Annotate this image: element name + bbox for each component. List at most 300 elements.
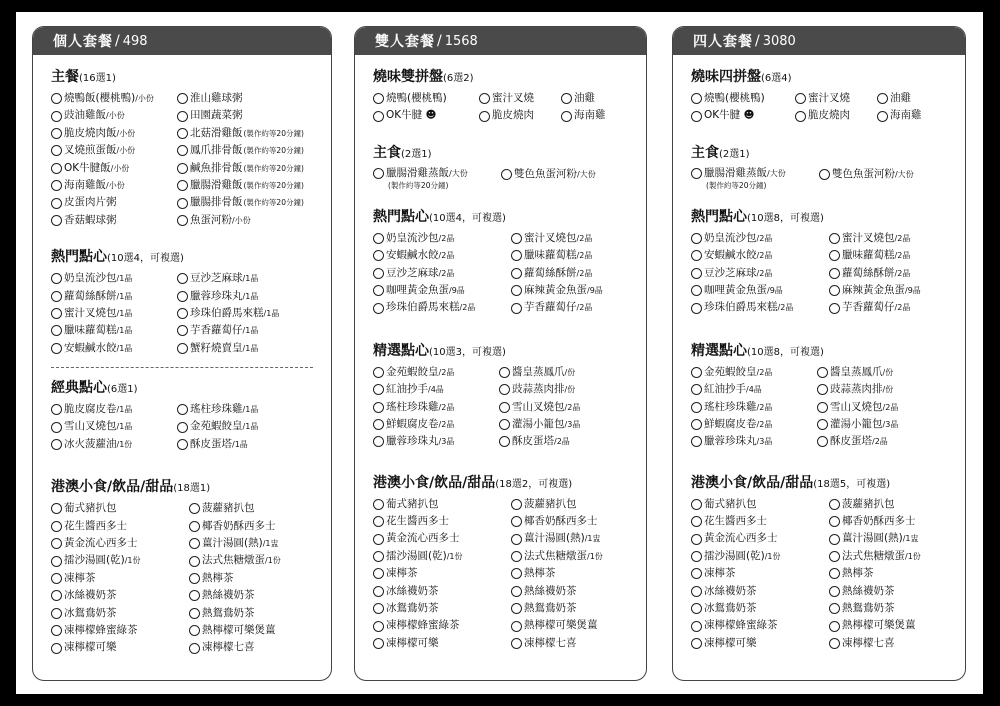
radio-circle-icon[interactable] (829, 534, 840, 545)
radio-circle-icon[interactable] (51, 273, 62, 284)
radio-circle-icon[interactable] (561, 93, 572, 104)
radio-circle-icon[interactable] (373, 250, 384, 261)
menu-option[interactable] (51, 570, 189, 587)
menu-option[interactable] (189, 552, 319, 569)
menu-option[interactable] (373, 548, 511, 565)
menu-option[interactable] (691, 617, 829, 634)
radio-circle-icon[interactable] (373, 436, 384, 447)
radio-circle-icon[interactable] (817, 367, 828, 378)
radio-circle-icon[interactable] (177, 343, 188, 354)
radio-circle-icon[interactable] (691, 285, 702, 296)
radio-circle-icon[interactable] (189, 573, 200, 584)
menu-option[interactable] (877, 90, 959, 107)
radio-circle-icon[interactable] (177, 163, 188, 174)
menu-option[interactable] (829, 265, 959, 282)
radio-circle-icon[interactable] (373, 516, 384, 527)
menu-option[interactable] (177, 212, 317, 229)
option-text (202, 570, 234, 587)
menu-option[interactable] (795, 107, 877, 124)
menu-option[interactable] (189, 570, 319, 587)
menu-option[interactable] (829, 247, 959, 264)
menu-option[interactable] (51, 142, 177, 159)
radio-circle-icon[interactable] (51, 590, 62, 601)
radio-circle-icon[interactable] (691, 516, 702, 527)
menu-option[interactable] (829, 565, 959, 582)
option-text (386, 617, 460, 634)
menu-option[interactable] (51, 622, 189, 639)
menu-option[interactable] (829, 530, 959, 547)
radio-circle-icon[interactable] (561, 111, 572, 122)
menu-option[interactable] (373, 433, 499, 450)
radio-circle-icon[interactable] (177, 404, 188, 415)
radio-circle-icon[interactable] (499, 384, 510, 395)
radio-circle-icon[interactable] (51, 291, 62, 302)
radio-circle-icon[interactable] (373, 111, 384, 122)
menu-option[interactable] (51, 500, 189, 517)
radio-circle-icon[interactable] (691, 499, 702, 510)
menu-option[interactable] (373, 399, 499, 416)
radio-circle-icon[interactable] (829, 551, 840, 562)
menu-option[interactable] (561, 90, 641, 107)
option-text (704, 496, 757, 513)
menu-option[interactable] (691, 107, 795, 124)
menu-option[interactable] (51, 107, 177, 124)
radio-circle-icon[interactable] (177, 325, 188, 336)
menu-option[interactable] (177, 107, 317, 124)
radio-circle-icon[interactable] (817, 384, 828, 395)
radio-circle-icon[interactable] (511, 568, 522, 579)
menu-option[interactable] (177, 160, 317, 177)
menu-option[interactable] (829, 282, 959, 299)
radio-circle-icon[interactable] (511, 586, 522, 597)
menu-option[interactable] (817, 433, 957, 450)
option-text (574, 107, 606, 124)
menu-option[interactable] (51, 194, 177, 211)
menu-option[interactable] (373, 364, 499, 381)
radio-circle-icon[interactable] (691, 638, 702, 649)
radio-circle-icon[interactable] (373, 534, 384, 545)
radio-circle-icon[interactable] (479, 111, 490, 122)
radio-circle-icon[interactable] (373, 93, 384, 104)
radio-circle-icon[interactable] (51, 163, 62, 174)
menu-option[interactable] (373, 583, 511, 600)
menu-option[interactable] (691, 166, 819, 191)
menu-option[interactable] (373, 565, 511, 582)
menu-option[interactable] (511, 583, 641, 600)
menu-option[interactable] (373, 617, 511, 634)
menu-option[interactable] (691, 600, 829, 617)
radio-circle-icon[interactable] (177, 128, 188, 139)
menu-option[interactable] (189, 535, 319, 552)
radio-circle-icon[interactable] (189, 503, 200, 514)
radio-circle-icon[interactable] (189, 643, 200, 654)
menu-option[interactable] (511, 617, 641, 634)
menu-option[interactable] (691, 247, 829, 264)
menu-option[interactable] (691, 548, 829, 565)
radio-circle-icon[interactable] (177, 111, 188, 122)
radio-circle-icon[interactable] (51, 215, 62, 226)
radio-circle-icon[interactable] (511, 233, 522, 244)
menu-option[interactable] (691, 635, 829, 652)
menu-option[interactable] (479, 107, 561, 124)
menu-option[interactable] (817, 399, 957, 416)
radio-circle-icon[interactable] (511, 551, 522, 562)
menu-option[interactable] (373, 635, 511, 652)
radio-circle-icon[interactable] (373, 402, 384, 413)
radio-circle-icon[interactable] (177, 273, 188, 284)
radio-circle-icon[interactable] (691, 233, 702, 244)
option-unit: /2晶 (777, 303, 794, 313)
radio-circle-icon[interactable] (691, 621, 702, 632)
radio-circle-icon[interactable] (51, 325, 62, 336)
option-text (492, 107, 534, 124)
menu-option[interactable] (51, 401, 177, 418)
menu-option[interactable] (373, 166, 501, 191)
menu-option[interactable] (511, 600, 641, 617)
radio-circle-icon[interactable] (511, 499, 522, 510)
radio-circle-icon[interactable] (51, 343, 62, 354)
radio-circle-icon[interactable] (51, 198, 62, 209)
radio-circle-icon[interactable] (829, 250, 840, 261)
radio-circle-icon[interactable] (189, 590, 200, 601)
radio-circle-icon[interactable] (499, 367, 510, 378)
radio-circle-icon[interactable] (829, 516, 840, 527)
radio-circle-icon[interactable] (877, 111, 888, 122)
menu-option[interactable] (691, 416, 817, 433)
radio-circle-icon[interactable] (373, 621, 384, 632)
menu-option[interactable] (373, 416, 499, 433)
radio-circle-icon[interactable] (189, 538, 200, 549)
menu-option[interactable] (177, 288, 317, 305)
radio-circle-icon[interactable] (819, 169, 830, 180)
menu-option[interactable] (817, 364, 957, 381)
menu-option[interactable] (51, 90, 177, 107)
radio-circle-icon[interactable] (499, 419, 510, 430)
menu-option[interactable] (817, 416, 957, 433)
menu-option[interactable] (177, 194, 317, 211)
menu-option[interactable] (691, 230, 829, 247)
radio-circle-icon[interactable] (51, 422, 62, 433)
radio-circle-icon[interactable] (691, 111, 702, 122)
menu-option[interactable] (373, 299, 511, 316)
radio-circle-icon[interactable] (177, 198, 188, 209)
menu-option[interactable] (177, 418, 317, 435)
option-name: 金苑蝦餃皇 (386, 365, 439, 378)
menu-option[interactable] (177, 177, 317, 194)
menu-option[interactable] (189, 605, 319, 622)
radio-circle-icon[interactable] (829, 268, 840, 279)
option-unit: /1晶 (232, 439, 248, 449)
radio-circle-icon[interactable] (51, 503, 62, 514)
radio-circle-icon[interactable] (51, 145, 62, 156)
radio-circle-icon[interactable] (877, 93, 888, 104)
menu-option[interactable] (691, 565, 829, 582)
menu-option[interactable] (691, 513, 829, 530)
option-unit: /2晶 (576, 233, 593, 243)
radio-circle-icon[interactable] (829, 568, 840, 579)
menu-option[interactable] (51, 535, 189, 552)
menu-option[interactable] (373, 381, 499, 398)
radio-circle-icon[interactable] (373, 419, 384, 430)
radio-circle-icon[interactable] (189, 521, 200, 532)
menu-option[interactable] (177, 436, 317, 453)
menu-option[interactable] (511, 565, 641, 582)
radio-circle-icon[interactable] (691, 367, 702, 378)
menu-option[interactable] (373, 265, 511, 282)
menu-option[interactable] (511, 635, 641, 652)
menu-option[interactable] (499, 381, 639, 398)
menu-option[interactable] (177, 305, 317, 322)
radio-circle-icon[interactable] (691, 551, 702, 562)
menu-option[interactable] (373, 247, 511, 264)
menu-option[interactable] (819, 166, 959, 183)
menu-option[interactable] (51, 212, 177, 229)
radio-circle-icon[interactable] (511, 621, 522, 632)
radio-circle-icon[interactable] (373, 499, 384, 510)
radio-circle-icon[interactable] (177, 422, 188, 433)
radio-circle-icon[interactable] (51, 308, 62, 319)
radio-circle-icon[interactable] (373, 586, 384, 597)
menu-option[interactable] (691, 583, 829, 600)
menu-option[interactable] (561, 107, 641, 124)
menu-option[interactable] (691, 282, 829, 299)
radio-circle-icon[interactable] (373, 384, 384, 395)
radio-circle-icon[interactable] (691, 534, 702, 545)
radio-circle-icon[interactable] (511, 285, 522, 296)
menu-option[interactable] (373, 282, 511, 299)
menu-option[interactable] (691, 299, 829, 316)
menu-option[interactable] (877, 107, 959, 124)
menu-option[interactable] (177, 270, 317, 287)
radio-circle-icon[interactable] (373, 603, 384, 614)
panel-price: 3080 (762, 33, 796, 49)
radio-circle-icon[interactable] (501, 169, 512, 180)
radio-circle-icon[interactable] (829, 603, 840, 614)
radio-circle-icon[interactable] (51, 625, 62, 636)
radio-circle-icon[interactable] (829, 621, 840, 632)
radio-circle-icon[interactable] (691, 568, 702, 579)
menu-option[interactable] (691, 90, 795, 107)
menu-option[interactable] (795, 90, 877, 107)
radio-circle-icon[interactable] (499, 436, 510, 447)
radio-circle-icon[interactable] (817, 436, 828, 447)
menu-option[interactable] (511, 230, 641, 247)
radio-circle-icon[interactable] (177, 180, 188, 191)
menu-option[interactable] (691, 381, 817, 398)
radio-circle-icon[interactable] (373, 568, 384, 579)
radio-circle-icon[interactable] (829, 303, 840, 314)
radio-circle-icon[interactable] (691, 419, 702, 430)
radio-circle-icon[interactable] (373, 638, 384, 649)
menu-option[interactable] (511, 496, 641, 513)
menu-option[interactable] (511, 247, 641, 264)
menu-option[interactable] (51, 125, 177, 142)
menu-option[interactable] (373, 107, 479, 124)
radio-circle-icon[interactable] (817, 402, 828, 413)
menu-option[interactable] (511, 548, 641, 565)
option-unit: /1晶 (242, 291, 259, 301)
menu-option[interactable] (189, 587, 319, 604)
radio-circle-icon[interactable] (51, 111, 62, 122)
menu-option[interactable] (177, 322, 317, 339)
menu-option[interactable] (499, 399, 639, 416)
menu-option[interactable] (51, 518, 189, 535)
radio-circle-icon[interactable] (511, 303, 522, 314)
radio-circle-icon[interactable] (51, 93, 62, 104)
radio-circle-icon[interactable] (373, 285, 384, 296)
radio-circle-icon[interactable] (829, 499, 840, 510)
menu-option[interactable] (829, 635, 959, 652)
menu-option[interactable] (177, 90, 317, 107)
menu-option[interactable] (373, 90, 479, 107)
radio-circle-icon[interactable] (177, 93, 188, 104)
radio-circle-icon[interactable] (373, 367, 384, 378)
menu-option[interactable] (51, 436, 177, 453)
menu-option[interactable] (373, 230, 511, 247)
menu-option[interactable] (177, 401, 317, 418)
menu-option[interactable] (51, 305, 177, 322)
radio-circle-icon[interactable] (795, 93, 806, 104)
menu-option[interactable] (373, 600, 511, 617)
radio-circle-icon[interactable] (189, 556, 200, 567)
radio-circle-icon[interactable] (511, 603, 522, 614)
radio-circle-icon[interactable] (189, 625, 200, 636)
radio-circle-icon[interactable] (51, 128, 62, 139)
radio-circle-icon[interactable] (373, 268, 384, 279)
radio-circle-icon[interactable] (177, 215, 188, 226)
radio-circle-icon[interactable] (511, 516, 522, 527)
menu-option[interactable] (51, 552, 189, 569)
radio-circle-icon[interactable] (373, 551, 384, 562)
option-unit: /1晶 (116, 343, 133, 353)
menu-option[interactable] (691, 530, 829, 547)
menu-option[interactable] (501, 166, 641, 183)
option-name: 田園蔬菜粥 (190, 109, 243, 122)
menu-option[interactable] (373, 496, 511, 513)
radio-circle-icon[interactable] (829, 233, 840, 244)
menu-option[interactable] (499, 416, 639, 433)
radio-circle-icon[interactable] (51, 608, 62, 619)
menu-option[interactable] (51, 639, 189, 656)
radio-circle-icon[interactable] (177, 291, 188, 302)
radio-circle-icon[interactable] (691, 168, 702, 179)
menu-option[interactable] (511, 513, 641, 530)
radio-circle-icon[interactable] (829, 638, 840, 649)
radio-circle-icon[interactable] (51, 556, 62, 567)
menu-option[interactable] (51, 322, 177, 339)
radio-circle-icon[interactable] (691, 402, 702, 413)
menu-option[interactable] (189, 622, 319, 639)
menu-option[interactable] (691, 433, 817, 450)
radio-circle-icon[interactable] (51, 404, 62, 415)
menu-option[interactable] (51, 160, 177, 177)
menu-option[interactable] (691, 496, 829, 513)
menu-option[interactable] (829, 583, 959, 600)
radio-circle-icon[interactable] (511, 534, 522, 545)
radio-circle-icon[interactable] (511, 268, 522, 279)
radio-circle-icon[interactable] (691, 250, 702, 261)
menu-option[interactable] (691, 265, 829, 282)
menu-option[interactable] (691, 399, 817, 416)
radio-circle-icon[interactable] (691, 303, 702, 314)
menu-option[interactable] (829, 600, 959, 617)
menu-option[interactable] (817, 381, 957, 398)
radio-circle-icon[interactable] (691, 603, 702, 614)
radio-circle-icon[interactable] (691, 93, 702, 104)
radio-circle-icon[interactable] (373, 168, 384, 179)
option-name: 熱鴛鴦奶茶 (524, 602, 577, 615)
radio-circle-icon[interactable] (177, 308, 188, 319)
menu-option[interactable] (479, 90, 561, 107)
menu-option[interactable] (51, 177, 177, 194)
radio-circle-icon[interactable] (795, 111, 806, 122)
menu-option[interactable] (51, 270, 177, 287)
radio-circle-icon[interactable] (177, 145, 188, 156)
option-text (524, 265, 592, 282)
menu-option[interactable] (511, 299, 641, 316)
radio-circle-icon[interactable] (51, 538, 62, 549)
menu-option[interactable] (373, 513, 511, 530)
menu-option[interactable] (177, 142, 317, 159)
menu-option[interactable] (511, 530, 641, 547)
menu-option[interactable] (177, 125, 317, 142)
menu-option[interactable] (829, 299, 959, 316)
radio-circle-icon[interactable] (817, 419, 828, 430)
menu-option[interactable] (499, 364, 639, 381)
radio-circle-icon[interactable] (51, 521, 62, 532)
radio-circle-icon[interactable] (829, 285, 840, 296)
radio-circle-icon[interactable] (51, 439, 62, 450)
menu-option[interactable] (189, 518, 319, 535)
radio-circle-icon[interactable] (499, 402, 510, 413)
radio-circle-icon[interactable] (51, 180, 62, 191)
menu-option[interactable] (373, 530, 511, 547)
menu-option[interactable] (51, 418, 177, 435)
menu-option[interactable] (829, 230, 959, 247)
radio-circle-icon[interactable] (51, 573, 62, 584)
menu-option[interactable] (51, 288, 177, 305)
radio-circle-icon[interactable] (691, 384, 702, 395)
radio-circle-icon[interactable] (511, 250, 522, 261)
menu-option[interactable] (51, 605, 189, 622)
menu-option[interactable] (189, 639, 319, 656)
menu-option[interactable] (189, 500, 319, 517)
menu-option[interactable] (829, 548, 959, 565)
menu-option[interactable] (691, 364, 817, 381)
menu-option[interactable] (829, 513, 959, 530)
menu-option[interactable] (511, 282, 641, 299)
radio-circle-icon[interactable] (691, 268, 702, 279)
menu-option[interactable] (511, 265, 641, 282)
menu-option[interactable] (829, 617, 959, 634)
radio-circle-icon[interactable] (177, 439, 188, 450)
radio-circle-icon[interactable] (373, 303, 384, 314)
option-name: 魚蛋河粉 (190, 213, 232, 226)
radio-circle-icon[interactable] (479, 93, 490, 104)
menu-option[interactable] (499, 433, 639, 450)
radio-circle-icon[interactable] (511, 638, 522, 649)
menu-option[interactable] (177, 340, 317, 357)
radio-circle-icon[interactable] (189, 608, 200, 619)
menu-option[interactable] (51, 340, 177, 357)
menu-option[interactable] (51, 587, 189, 604)
menu-option[interactable] (829, 496, 959, 513)
radio-circle-icon[interactable] (51, 643, 62, 654)
radio-circle-icon[interactable] (691, 586, 702, 597)
radio-circle-icon[interactable] (373, 233, 384, 244)
radio-circle-icon[interactable] (691, 436, 702, 447)
radio-circle-icon[interactable] (829, 586, 840, 597)
